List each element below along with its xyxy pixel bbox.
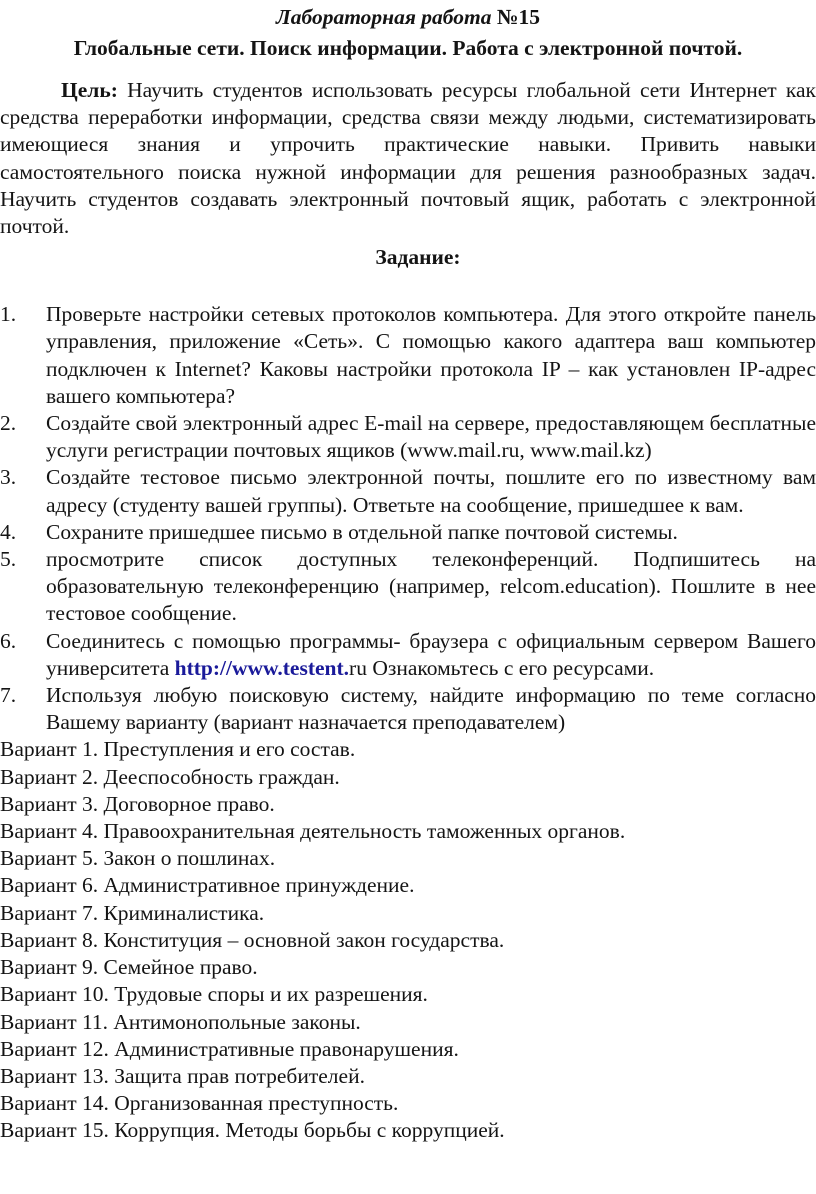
task-list — [0, 301, 816, 736]
task-item — [0, 301, 816, 410]
task-number: 7. — [0, 683, 17, 708]
task-number: 4. — [0, 519, 17, 544]
task-item — [0, 464, 816, 518]
variant-item: Вариант 11. Антимонопольные законы. — [0, 1009, 361, 1034]
title-lab-number: №15 — [496, 5, 540, 29]
task-text: Проверьте настройки сетевых протоколов компьютера. Для этого откройте панель управления, приложение «Сеть». С помощью какого адаптера ваш компьютер подключен к Internet? Каковы настройки протокола IP – как установлен IP-адрес вашего компьютера? — [46, 302, 816, 408]
task-text: Используя любую поисковую систему, найдите информацию по теме согласно Вашему варианту (вариант назначается преподавателем) — [46, 683, 816, 735]
task-item — [0, 519, 816, 546]
variant-item: Вариант 2. Дееспособность граждан. — [0, 764, 340, 789]
goal-text: Научить студентов использовать ресурсы глобальной сети Интернет как средства переработки информации, средства связи между людьми, систематизировать имеющиеся знания и упрочить практические навыки. Привить навыки самостоятельного поиска нужной информации для решения разнообразных задач. Научить студентов создавать электронный почтовый ящик, работать с электронной почтой. — [0, 78, 816, 239]
variant-item: Вариант 13. Защита прав потребителей. — [0, 1063, 365, 1088]
task-number: 2. — [0, 411, 17, 436]
variant-item: Вариант 5. Закон о пошлинах. — [0, 846, 276, 871]
task-number: 1. — [0, 302, 17, 327]
variant-item: Вариант 3. Договорное право. — [0, 791, 275, 816]
task-item — [0, 682, 816, 736]
task-text: Сохраните пришедшее письмо в отдельной папке почтовой системы. — [46, 519, 678, 544]
task-text-after-link: ru Ознакомьтесь с его ресурсами. — [349, 655, 655, 680]
document-title — [0, 0, 816, 31]
variant-item: Вариант 4. Правоохранительная деятельность таможенных органов. — [0, 819, 626, 844]
goal-paragraph — [0, 77, 816, 240]
document-subtitle: Глобальные сети. Поиск информации. Работа с электронной почтой. — [73, 36, 743, 60]
variant-item: Вариант 15. Коррупция. Методы борьбы с коррупцией. — [0, 1118, 505, 1143]
task-item — [0, 410, 816, 464]
variant-item: Вариант 6. Административное принуждение. — [0, 873, 415, 898]
task-text: просмотрите список доступных телеконференций. Подпишитесь на образовательную телеконференцию (например, relcom.education). Пошлите в нее тестовое сообщение. — [46, 547, 816, 626]
variant-item: Вариант 8. Конституция – основной закон государства. — [0, 927, 505, 952]
variant-item: Вариант 9. Семейное право. — [0, 955, 258, 980]
task-item — [0, 628, 816, 682]
variant-item: Вариант 10. Трудовые споры и их разрешения. — [0, 982, 428, 1007]
variant-item: Вариант 7. Криминалистика. — [0, 900, 265, 925]
variant-item: Вариант 1. Преступления и его состав. — [0, 737, 356, 762]
task-text: Создайте свой электронный адрес E-mail на сервере, предоставляющем бесплатные услуги регистрации почтовых ящиков (www.mail.ru, www.mail.kz) — [46, 411, 816, 463]
variant-item: Вариант 12. Административные правонарушения. — [0, 1036, 459, 1061]
task-number: 5. — [0, 547, 17, 572]
variant-item: Вариант 14. Организованная преступность. — [0, 1091, 399, 1116]
task-number: 3. — [0, 465, 17, 490]
task-item — [0, 546, 816, 628]
goal-label: Цель: — [61, 78, 118, 102]
title-lab-work: Лабораторная работа — [276, 5, 497, 29]
task-number: 6. — [0, 628, 17, 653]
university-link[interactable]: http://www.testent. — [174, 655, 350, 680]
task-heading: Задание: — [375, 245, 461, 270]
variant-list — [0, 736, 816, 1144]
task-text-before-link: Соединитесь с помощью программы- браузера с официальным сервером Вашего университета — [46, 628, 816, 680]
task-text: Создайте тестовое письмо электронной почты, пошлите его по известному вам адресу (студенту вашей группы). Ответьте на сообщение, пришедшее к вам. — [46, 465, 816, 517]
